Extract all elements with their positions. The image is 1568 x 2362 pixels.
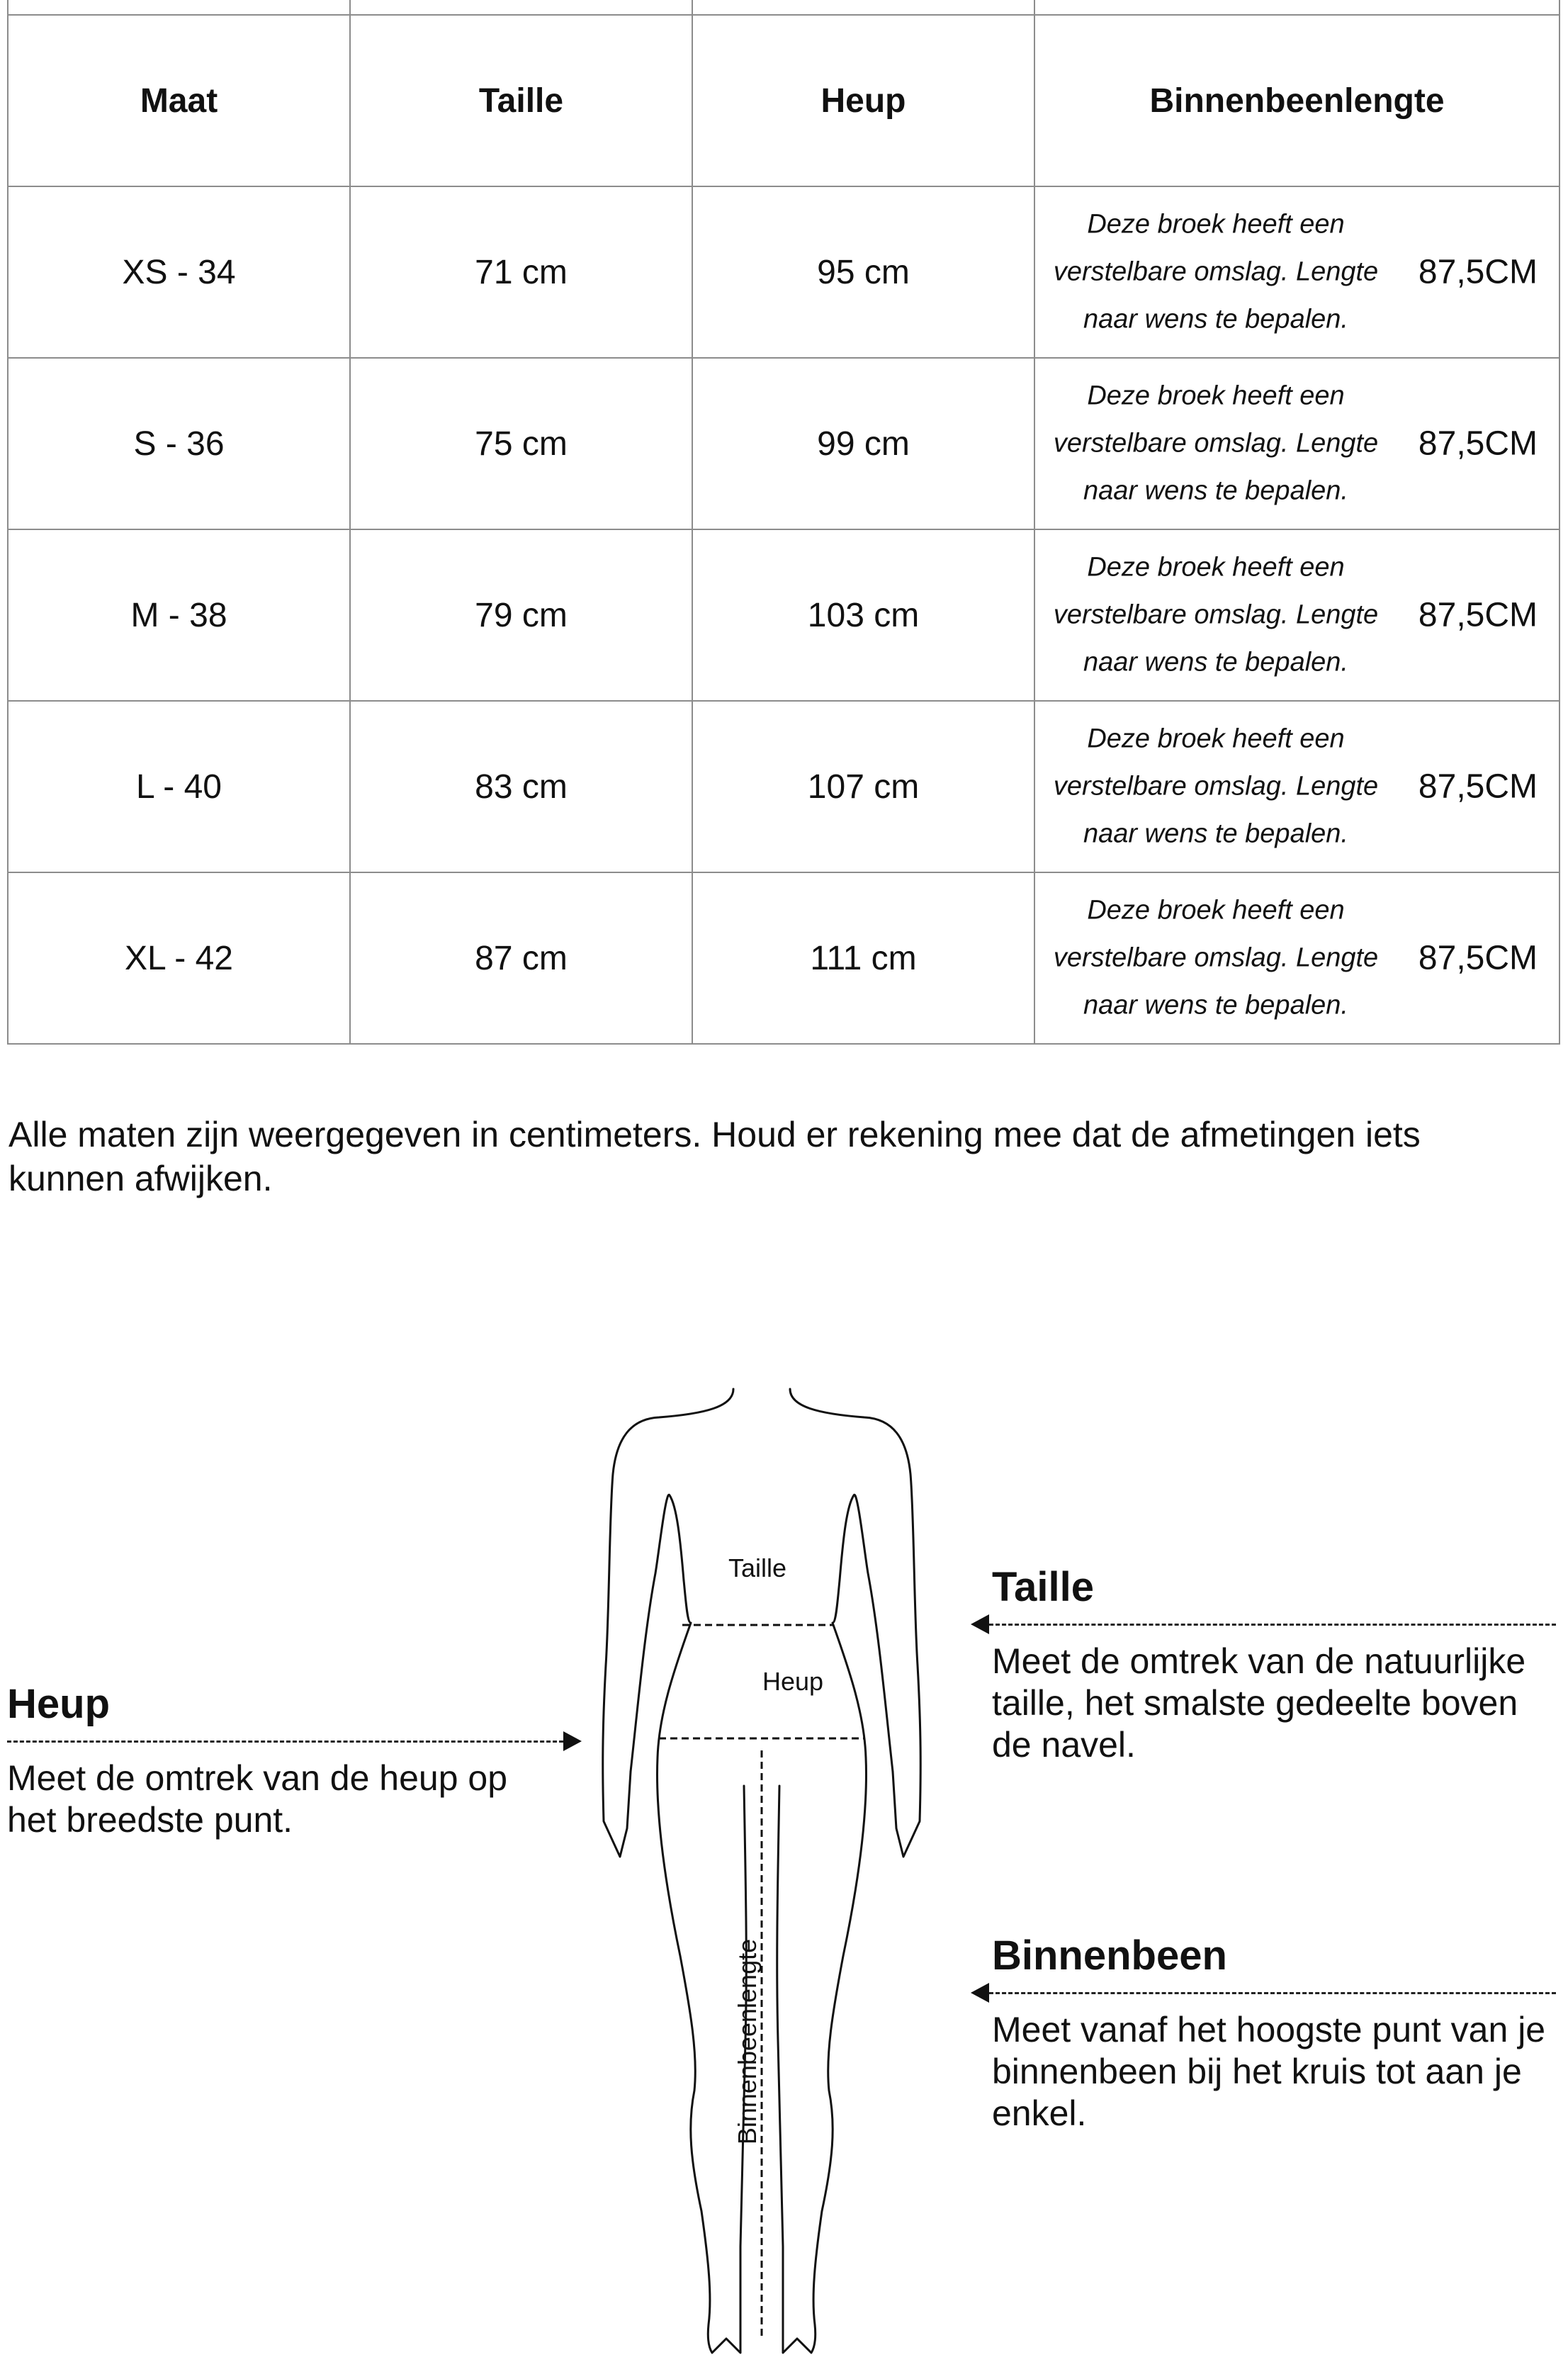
size-cell: S - 36 xyxy=(8,358,350,529)
inseam-callout xyxy=(992,1931,1559,2135)
size-cell: M - 38 xyxy=(8,529,350,701)
size-cell: XS - 34 xyxy=(8,186,350,358)
inseam-value: 87,5CM xyxy=(1418,424,1538,463)
table-row xyxy=(8,186,1559,358)
inseam-value: 87,5CM xyxy=(1418,767,1538,806)
inseam-note: Deze broek heeft een verstelbare omslag. Lengte naar wens te bepalen. xyxy=(1053,209,1379,334)
inseam-cell xyxy=(1034,358,1559,529)
inseam-value: 87,5CM xyxy=(1418,253,1538,291)
inseam-value: 87,5CM xyxy=(1418,596,1538,634)
table-row xyxy=(8,358,1559,529)
hip-dashed-line xyxy=(7,1740,563,1743)
inseam-note: Deze broek heeft een verstelbare omslag. Lengte naar wens te bepalen. xyxy=(1053,724,1379,849)
table-top-stub xyxy=(8,0,1559,15)
figure-inseam-label: Binnenbeenlengte xyxy=(733,1938,762,2145)
header-hip: Heup xyxy=(692,15,1034,186)
inseam-value: 87,5CM xyxy=(1418,939,1538,977)
size-cell: L - 40 xyxy=(8,701,350,872)
size-table xyxy=(7,0,1560,1045)
table-row xyxy=(8,872,1559,1044)
hip-callout-title: Heup xyxy=(7,1681,110,1727)
measurement-footnote: Alle maten zijn weergegeven in centimeters. Houd er rekening mee dat de afmetingen iets kunnen afwijken. xyxy=(9,1115,1421,1198)
size-cell: XL - 42 xyxy=(8,872,350,1044)
arrow-left-icon xyxy=(971,1614,989,1634)
figure-hip-label: Heup xyxy=(762,1667,824,1696)
waist-callout-text: Meet de omtrek van de natuurlijke taille, het smalste gedeelte boven de navel. xyxy=(992,1641,1526,1765)
waist-callout xyxy=(992,1563,1559,1766)
hip-cell: 95 cm xyxy=(692,186,1034,358)
waist-cell: 79 cm xyxy=(350,529,692,701)
body-measurement-figure xyxy=(588,1375,928,2362)
inseam-cell xyxy=(1034,872,1559,1044)
hip-cell: 99 cm xyxy=(692,358,1034,529)
header-size: Maat xyxy=(8,15,350,186)
inseam-cell xyxy=(1034,701,1559,872)
table-row xyxy=(8,701,1559,872)
hip-cell: 107 cm xyxy=(692,701,1034,872)
inseam-cell xyxy=(1034,186,1559,358)
figure-waist-label: Taille xyxy=(728,1553,787,1582)
inseam-note: Deze broek heeft een verstelbare omslag. Lengte naar wens te bepalen. xyxy=(1053,552,1379,677)
inseam-dashed-line xyxy=(989,1992,1556,1994)
inseam-note: Deze broek heeft een verstelbare omslag. Lengte naar wens te bepalen. xyxy=(1053,381,1379,506)
hip-callout xyxy=(7,1680,546,1841)
arrow-left-icon xyxy=(971,1983,989,2003)
waist-cell: 83 cm xyxy=(350,701,692,872)
waist-cell: 71 cm xyxy=(350,186,692,358)
header-inseam: Binnenbeenlengte xyxy=(1034,15,1559,186)
inseam-callout-title: Binnenbeen xyxy=(992,1933,1227,1979)
hip-cell: 103 cm xyxy=(692,529,1034,701)
inseam-cell xyxy=(1034,529,1559,701)
hip-cell: 111 cm xyxy=(692,872,1034,1044)
body-outline-illustration xyxy=(588,1375,928,2362)
table-row xyxy=(8,529,1559,701)
waist-cell: 75 cm xyxy=(350,358,692,529)
waist-cell: 87 cm xyxy=(350,872,692,1044)
arrow-right-icon xyxy=(563,1731,582,1751)
waist-callout-title: Taille xyxy=(992,1564,1094,1610)
inseam-callout-text: Meet vanaf het hoogste punt van je binnenbeen bij het kruis tot aan je enkel. xyxy=(992,2010,1546,2133)
waist-dashed-line xyxy=(989,1624,1556,1626)
hip-callout-text: Meet de omtrek van de heup op het breedste punt. xyxy=(7,1758,508,1840)
header-waist: Taille xyxy=(350,15,692,186)
inseam-note: Deze broek heeft een verstelbare omslag. Lengte naar wens te bepalen. xyxy=(1053,895,1379,1020)
table-header-row xyxy=(8,15,1559,186)
